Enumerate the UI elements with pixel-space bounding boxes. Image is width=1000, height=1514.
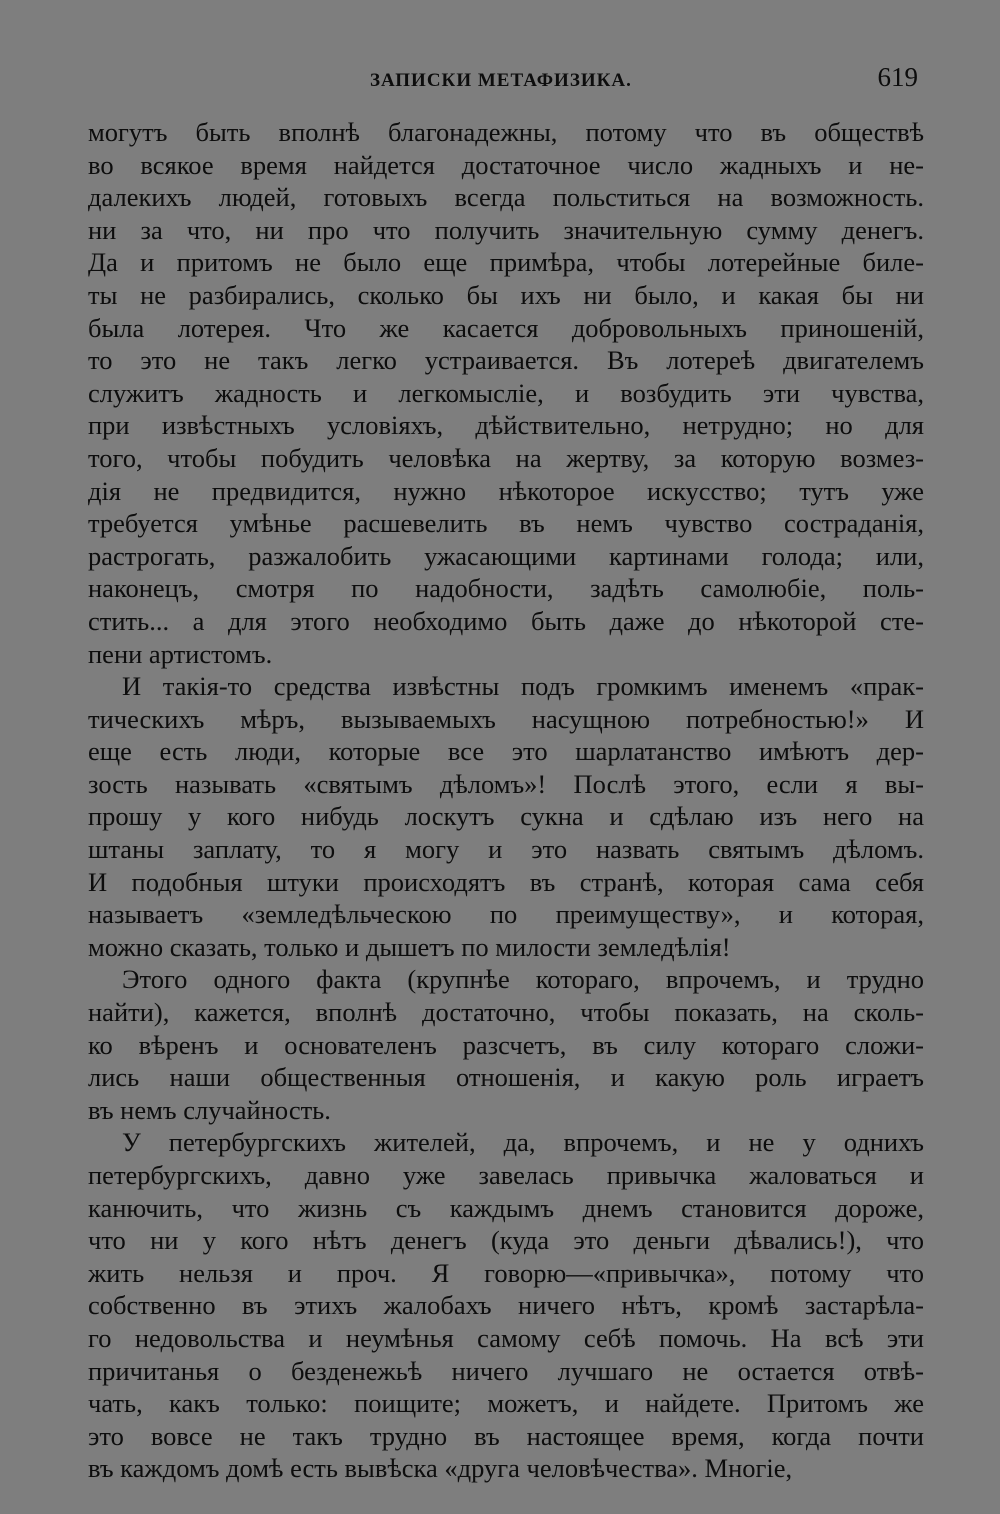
paragraph	[88, 116, 924, 670]
text-line: при извѣстныхъ условіяхъ, дѣйствительно, нетрудно; но для	[88, 410, 924, 441]
text-line: служитъ жадность и легкомысліе, и возбудить эти чувства,	[88, 377, 924, 408]
body-text	[88, 116, 924, 1485]
paragraph	[88, 1126, 924, 1485]
text-line: въ каждомъ домѣ есть вывѣска «друга человѣчества». Многіе,	[88, 1453, 793, 1484]
text-line: найти), кажется, вполнѣ достаточно, чтобы показать, на сколь-	[88, 997, 924, 1028]
paragraph	[88, 670, 924, 963]
text-line: наконецъ, смотря по надобности, задѣть самолюбіе, поль-	[88, 573, 924, 604]
text-line: И такія-то средства извѣстны подъ громкимъ именемъ «прак-	[122, 671, 924, 702]
text-line: И подобныя штуки происходятъ въ странѣ, которая сама себя	[88, 866, 924, 897]
book-page	[88, 62, 924, 1485]
text-line: что ни у кого нѣтъ денегъ (куда это деньги дѣвались!), что	[88, 1225, 924, 1256]
text-line: это вовсе не такъ трудно въ настоящее время, когда почти	[88, 1420, 924, 1451]
page-number: 619	[877, 62, 918, 92]
text-line: лись наши общественныя отношенія, и какую роль играетъ	[88, 1062, 924, 1093]
text-line: прошу у кого нибудь лоскутъ сукна и сдѣлаю изъ него на	[88, 801, 924, 832]
text-line: ни за что, ни про что получить значительную сумму денегъ.	[88, 214, 924, 245]
text-line: въ немъ случайность.	[88, 1094, 331, 1125]
running-title: ЗАПИСКИ МЕТАФИЗИКА.	[370, 70, 632, 91]
text-line: далекихъ людей, готовыхъ всегда польститься на возможность.	[88, 182, 924, 213]
text-line: го недовольства и неумѣнья самому себѣ помочь. На всѣ эти	[88, 1322, 924, 1353]
text-line: во всякое время найдется достаточное число жадныхъ и не-	[88, 149, 924, 180]
page-header	[88, 62, 924, 102]
text-line: тическихъ мѣръ, вызываемыхъ насущною потребностью!» И	[88, 703, 924, 734]
text-line: то это не такъ легко устраивается. Въ лотереѣ двигателемъ	[88, 345, 924, 376]
text-line: чать, какъ только: поищите; можетъ, и найдете. Притомъ же	[88, 1388, 924, 1419]
text-line: зость называть «святымъ дѣломъ»! Послѣ этого, если я вы-	[88, 768, 924, 799]
text-line: канючить, что жизнь съ каждымъ днемъ становится дороже,	[88, 1192, 924, 1223]
text-line: стить... а для этого необходимо быть даже до нѣкоторой сте-	[88, 605, 924, 636]
text-line: штаны заплату, то я могу и это назвать святымъ дѣломъ.	[88, 834, 924, 865]
text-line: собственно въ этихъ жалобахъ ничего нѣтъ, кромѣ застарѣла-	[88, 1290, 924, 1321]
text-line: была лотерея. Что же касается добровольныхъ приношеній,	[88, 312, 924, 343]
text-line: растрогать, разжалобить ужасающими картинами голода; или,	[88, 540, 924, 571]
text-line: того, чтобы побудить человѣка на жертву, за которую возмез-	[88, 442, 924, 473]
text-line: жить нельзя и проч. Я говорю—«привычка», потому что	[88, 1257, 924, 1288]
text-line: дія не предвидится, нужно нѣкоторое искусство; тутъ уже	[88, 475, 924, 506]
text-line: ты не разбирались, сколько бы ихъ ни было, и какая бы ни	[88, 279, 924, 310]
text-line: пени артистомъ.	[88, 638, 273, 669]
text-line: ко вѣренъ и основателенъ разсчетъ, въ силу котораго сложи-	[88, 1029, 924, 1060]
text-line: могутъ быть вполнѣ благонадежны, потому что въ обществѣ	[88, 117, 924, 147]
text-line: Да и притомъ не было еще примѣра, чтобы лотерейные биле-	[88, 247, 924, 278]
text-line: У петербургскихъ жителей, да, впрочемъ, и не у однихъ	[122, 1127, 924, 1158]
text-line: требуется умѣнье расшевелить въ немъ чувство состраданія,	[88, 508, 924, 539]
text-line: называетъ «земледѣльческою по преимуществу», и которая,	[88, 899, 924, 930]
text-line: еще есть люди, которые все это шарлатанство имѣютъ дер-	[88, 736, 924, 767]
text-line: петербургскихъ, давно уже завелась привычка жаловаться и	[88, 1160, 924, 1190]
paragraph	[88, 963, 924, 1126]
text-line: можно сказать, только и дышетъ по милости земледѣлія!	[88, 931, 731, 962]
text-line: причитанья о безденежьѣ ничего лучшаго не остается отвѣ-	[88, 1355, 924, 1386]
text-line: Этого одного факта (крупнѣе котораго, впрочемъ, и трудно	[122, 964, 924, 995]
